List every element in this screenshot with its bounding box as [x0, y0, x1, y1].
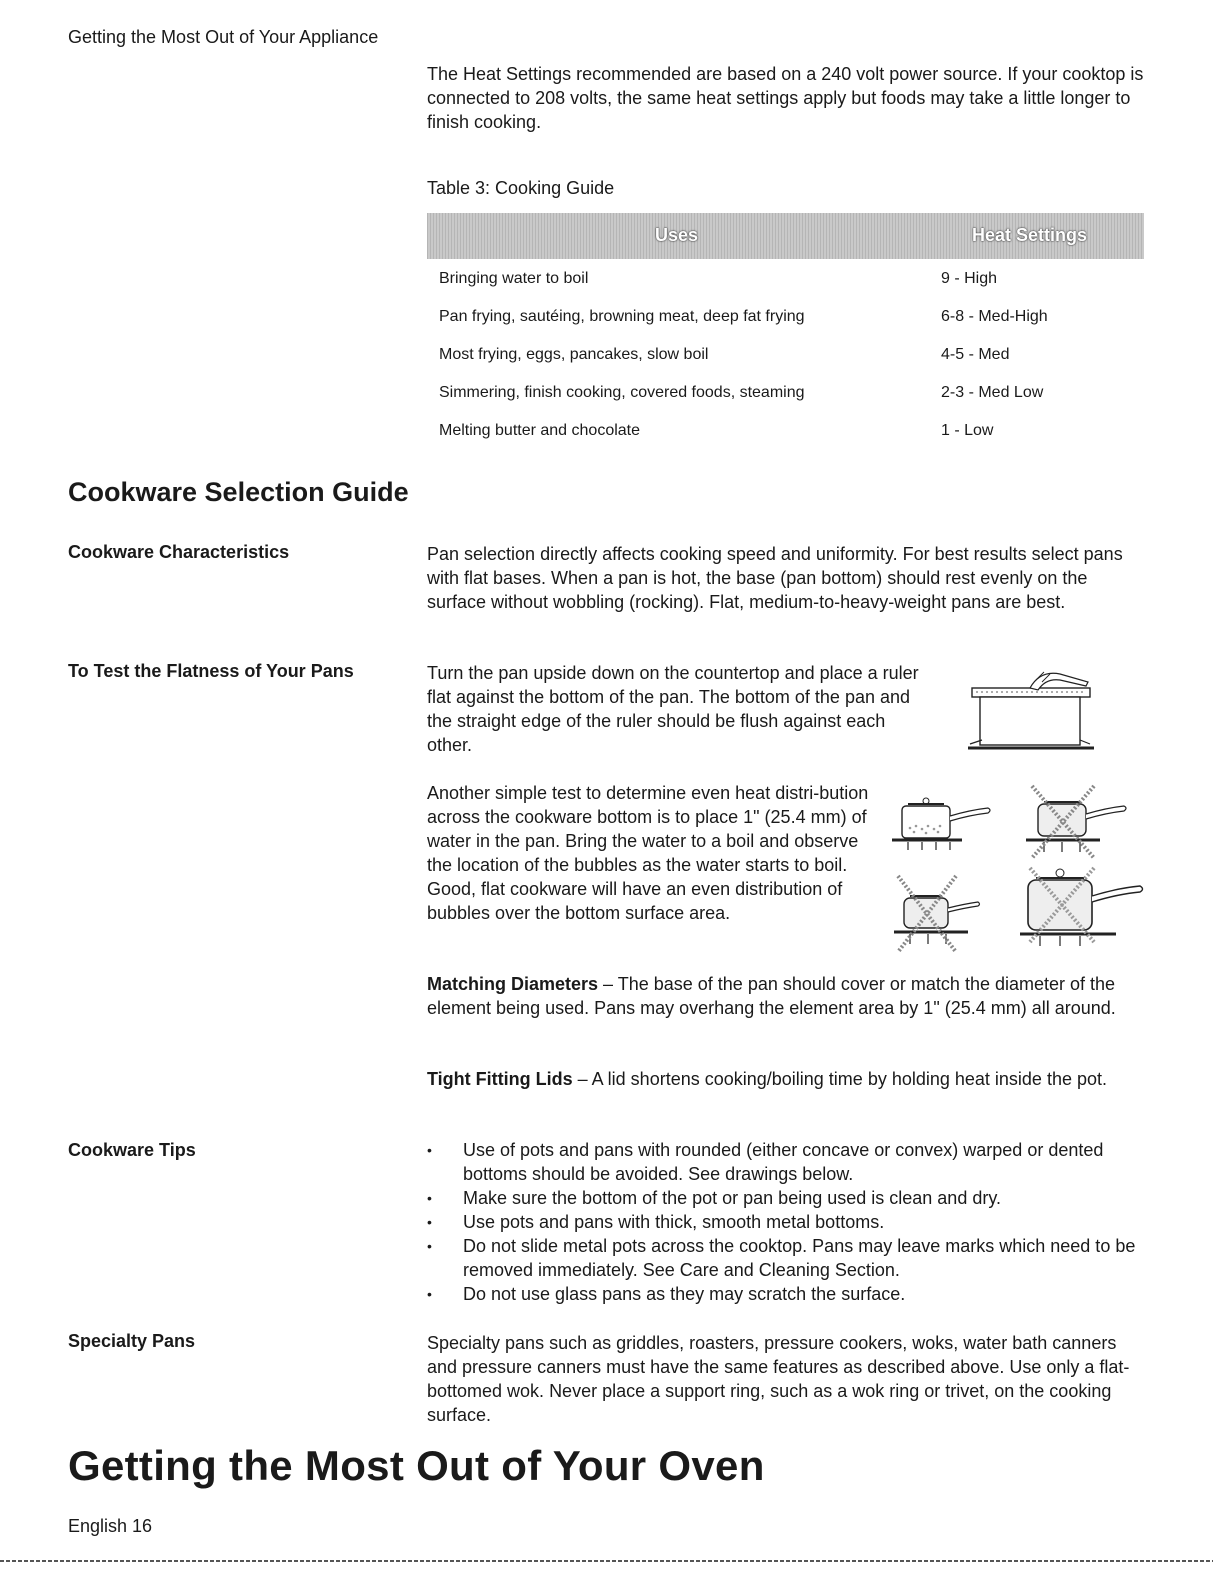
- specialty-pans-paragraph: Specialty pans such as griddles, roasters, pressure cookers, woks, water bath canners and pressure canners must have the same features as described above. Use only a flat-bottomed wok. Never place a support ring, such as a wok ring or trivet, on the cooking surface.: [427, 1333, 1130, 1425]
- table-cell-use: Bringing water to boil: [439, 270, 589, 287]
- warped-pan-bad-icon: [1022, 782, 1132, 862]
- list-item: • Use of pots and pans with rounded (either concave or convex) warped or dented bottoms should be avoided. See drawings below.: [427, 1138, 1147, 1186]
- list-item: • Make sure the bottom of the pot or pan being used is clean and dry.: [427, 1186, 1147, 1210]
- heading-flatness-test: To Test the Flatness of Your Pans: [68, 661, 354, 681]
- tight-lids-text: – A lid shortens cooking/boiling time by holding heat inside the pot.: [572, 1069, 1107, 1089]
- column-header-uses: Uses: [655, 225, 699, 245]
- heading-cookware-tips: Cookware Tips: [68, 1140, 196, 1160]
- oversized-pan-bad-icon: [1016, 862, 1148, 948]
- table-cell-heat: 1 - Low: [941, 422, 994, 439]
- flat-pan-good-icon: [888, 796, 996, 852]
- section-title-cookware-selection: Cookware Selection Guide: [68, 477, 409, 507]
- list-item: • Do not slide metal pots across the cooktop. Pans may leave marks which need to be removed immediately. See Care and Cleaning Section.: [427, 1234, 1147, 1282]
- table-cell-use: Pan frying, sautéing, browning meat, deep fat frying: [439, 308, 805, 325]
- table-cell-heat: 4-5 - Med: [941, 346, 1010, 363]
- matching-diameters-paragraph: [427, 972, 1147, 1020]
- table-row: [427, 262, 1144, 300]
- section-title-oven: Getting the Most Out of Your Oven: [68, 1442, 765, 1489]
- table-cell-use: Most frying, eggs, pancakes, slow boil: [439, 346, 709, 363]
- pan-ruler-illustration: [960, 668, 1100, 756]
- matching-diameters-label: Matching Diameters: [427, 974, 599, 994]
- heading-cookware-characteristics: Cookware Characteristics: [68, 542, 290, 562]
- table-cell-heat: 2-3 - Med Low: [941, 384, 1044, 401]
- cooking-table-header: [427, 213, 1144, 259]
- table-cell-heat: 9 - High: [941, 270, 998, 287]
- table-cell-heat: 6-8 - Med-High: [941, 308, 1048, 325]
- page-number: English 16: [68, 1516, 153, 1536]
- tight-lids-paragraph: [427, 1067, 1147, 1091]
- table-caption: Table 3: Cooking Guide: [427, 178, 615, 198]
- cookware-tips-list: [427, 1138, 1147, 1306]
- heading-specialty-pans: Specialty Pans: [68, 1331, 196, 1351]
- matching-diameters-text: – The base of the pan should cover or match the diameter of the element being used. Pans may overhang the element area by 1" (25.4 mm) all around.: [427, 974, 1116, 1018]
- table-row: [427, 338, 1144, 376]
- uneven-pan-bad-icon: [890, 872, 990, 956]
- column-header-heat-settings: Heat Settings: [972, 225, 1088, 245]
- running-header: Getting the Most Out of Your Appliance: [68, 27, 379, 47]
- flatness-paragraph: Turn the pan upside down on the countertop and place a ruler flat against the bottom of the pan. The bottom of the pan and the straight edge of the ruler should be flush against each other.: [427, 663, 919, 755]
- list-item: • Do not use glass pans as they may scratch the surface.: [427, 1282, 1147, 1306]
- intro-paragraph: The Heat Settings recommended are based on a 240 volt power source. If your cooktop is connected to 208 volts, the same heat settings apply but foods may take a little longer to finish cooking.: [427, 64, 1144, 132]
- tight-lids-label: Tight Fitting Lids: [427, 1069, 573, 1089]
- table-cell-use: Simmering, finish cooking, covered foods, steaming: [439, 384, 805, 401]
- table-cell-use: Melting butter and chocolate: [439, 422, 641, 439]
- boil-test-paragraph: Another simple test to determine even heat distri-bution across the cookware bottom is to place 1" (25.4 mm) of water in the pan. Bring the water to a boil and observe the location of the bubbles as the water starts to boil. Good, flat cookware will have an even distribution of bubbles over the bottom surface area.: [427, 783, 869, 923]
- bottom-divider: [0, 1560, 1213, 1562]
- characteristics-paragraph: Pan selection directly affects cooking speed and uniformity. For best results select pans with flat bases. When a pan is hot, the base (pan bottom) should rest evenly on the surface without wobbling (rocking). Flat, medium-to-heavy-weight pans are best.: [427, 544, 1123, 612]
- list-item: • Use pots and pans with thick, smooth metal bottoms.: [427, 1210, 1147, 1234]
- table-row: [427, 376, 1144, 414]
- table-row: [427, 414, 1144, 452]
- table-row: [427, 300, 1144, 338]
